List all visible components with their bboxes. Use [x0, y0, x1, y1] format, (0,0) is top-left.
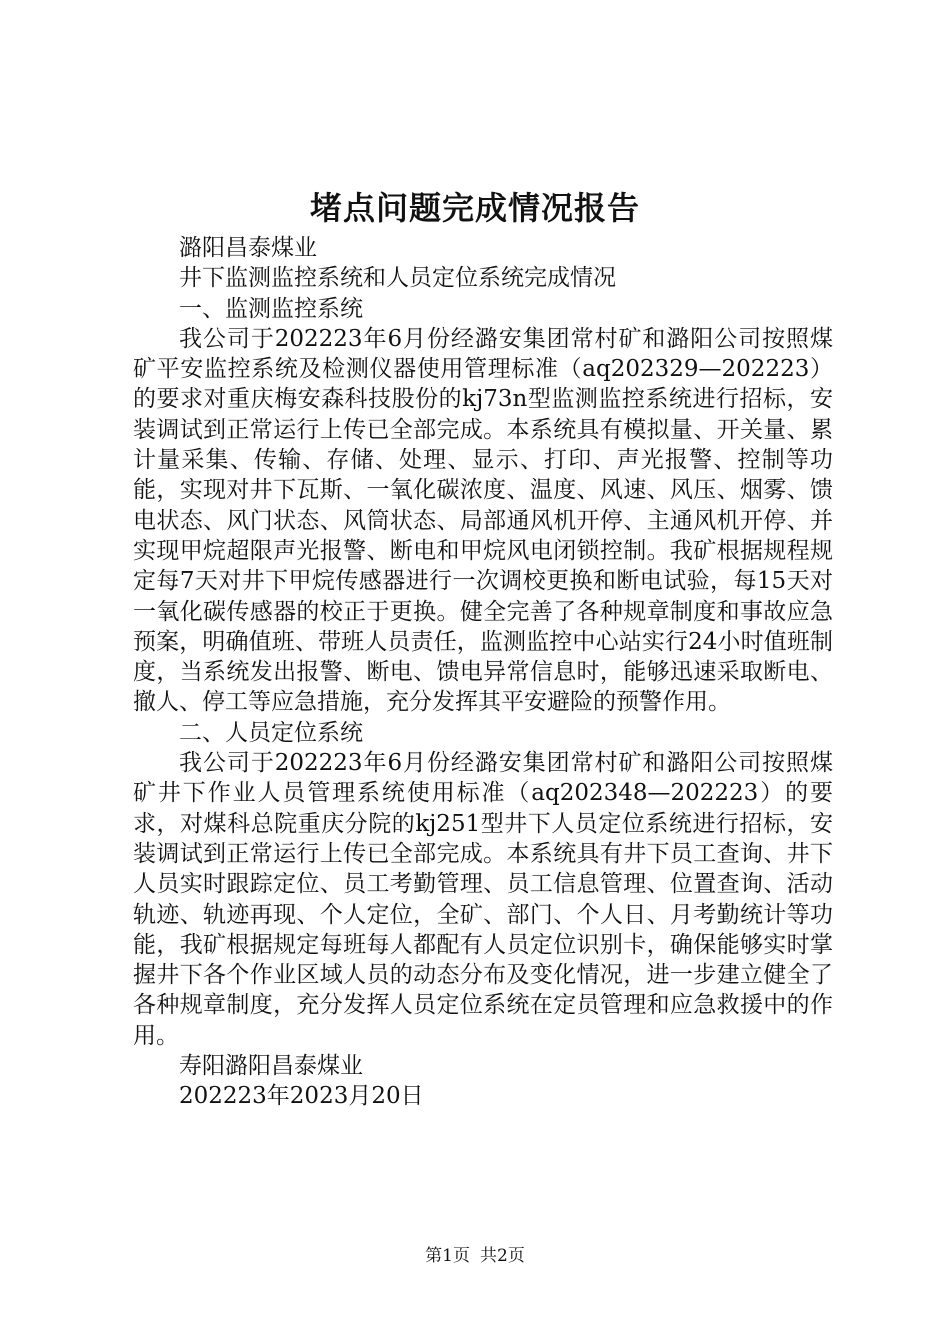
company-name: 潞阳昌泰煤业: [179, 235, 317, 261]
document-title: 堵点问题完成情况报告: [309, 189, 640, 227]
section-heading-monitoring: 一、监测监控系统: [179, 295, 363, 322]
report-subtitle: 井下监测监控系统和人员定位系统完成情况: [179, 265, 616, 292]
signature-company: 寿阳潞阳昌泰煤业: [179, 1053, 363, 1080]
paragraph-positioning: 我公司于202223年6月份经潞安集团常村矿和潞阳公司按照煤矿井下作业人员管理系统使用标准（aq202348—202223）的要求，对煤科总院重庆分院的kj251型井下人员定位系统进行招标，安装调试到正常运行上传已全部完成。本系统具有井下员工查询、井下人员实时跟踪定位、员工考勤管理、员工信息管理、位置查询、活动轨迹、轨迹再现、个人定位，全矿、部门、个人日、月考勤统计等功能，我矿根据规定每班每人都配有人员定位识别卡，确保能够实时掌握井下各个作业区域人员的动态分布及变化情况，进一步建立健全了各种规章制度，充分发挥人员定位系统在定员管理和应急救援中的作用。: [133, 750, 833, 1049]
paragraph-monitoring: 我公司于202223年6月份经潞安集团常村矿和潞阳公司按照煤矿平安监控系统及检测仪器使用管理标准（aq202329—202223）的要求对重庆梅安森科技股份的kj73n型监测监控系统进行招标，安装调试到正常运行上传已全部完成。本系统具有模拟量、开关量、累计量采集、传输、存储、处理、显示、打印、声光报警、控制等功能，实现对井下瓦斯、一氧化碳浓度、温度、风速、风压、烟雾、馈电状态、风门状态、风筒状态、局部通风机开停、主通风机开停、并实现甲烷超限声光报警、断电和甲烷风电闭锁控制。我矿根据规程规定每7天对井下甲烷传感器进行一次调校更换和断电试验，每15天对一氧化碳传感器的校正于更换。健全完善了各种规章制度和事故应急预案，明确值班、带班人员责任，监测监控中心站实行24小时值班制度，当系统发出报警、断电、馈电异常信息时，能够迅速采取断电、撤人、停工等应急措施，充分发挥其平安避险的预警作用。: [133, 325, 833, 716]
page-total: 共2页: [480, 1246, 525, 1266]
page-number: 第1页: [425, 1246, 470, 1266]
signature-date: 202223年2023月20日: [179, 1083, 424, 1110]
page-footer: [0, 1244, 950, 1268]
document-body: [133, 233, 833, 1112]
section-heading-positioning: 二、人员定位系统: [179, 719, 363, 746]
